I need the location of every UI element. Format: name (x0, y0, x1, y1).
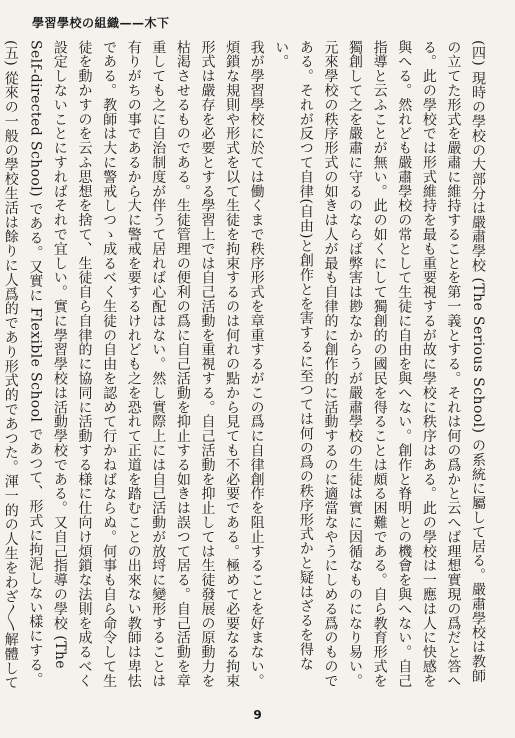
paragraph-4: (四) 現時の學校の大部分は嚴肅學校 (The Serious School) の系統に屬して居る。嚴肅學校は教師の立てた形式を嚴肅に維持することを第一義とする。それは何の爲かと云へば理想實現の爲だと答へる。此の學校では形式維持を最も重要視するが故に學校に秩序はある。此の學校は一應は人に快感を與へる。然れども嚴肅學校の常として生徒に自由を與へない。創作と脊明との機會を與へない。自己指導と云ふことが無い。此の如くにして獨創的の國民を得ることは頗る困難である。自ら教育形式を獨創して之を嚴肅に守るのならば弊害は尠なからうが嚴肅學校の生徒は實に因循なものになり易い。元來學校の秩序形式の如きは人が最も自律的に創作的に活動するのに適當なやうにしめる爲のものである。それが反つて自律(自由)と創作とを害するに至つては何の爲の秩序形式かと疑はざるを得ない。 (273, 40, 486, 688)
vertical-body-text (2, 40, 490, 690)
paragraph-5: (五) 從來の一般の學校生活は餘りに人爲的であり形式的であつた。渾一的の人生をわざ〳〵解體して (2, 40, 19, 690)
running-header: 學習學校の組織——木下 (32, 16, 170, 30)
paragraph-4-continued: 我が學習學校に於ては働くまで秩序形式を章重するがこの爲に自律創作を阻止することを好まない。煩鎖な規則や形式を以て生徒を拘束するのは何れの點から見ても不必要である。極めて必要なる拘束形式は嚴存を必要とする學習上では自己活動を重視する。自己活動を抑止しては生徒發展の原動力を枯渇させるものである。生徒管理の便利の爲に自己活動を抑止する如きは誤つて居る。自己活動を章重しても之に自治制度が伴うて居れば心配はない。然し實際上には自己活動が放埒に變形することは有りがちの事であるから大に警戒を要するけれども之を恐れて正道を踏むことの出來ない教師は卑怯である。教師は大に警戒しつゝ成るべく生徒の自由を認めて行かねばならぬ。何事も自ら命令して生徒を動かすのを云ふ思想を捨て、生徒自ら自律的に協同に活動する様に仕向け煩鎖な法則を成るべく設定しないことにすればそれで宜しい。實に學習學校は活動學校である。又自己指導の學校 (The Self-directed School) である。又實に Flexible School であつて、形式に拘泥しない樣にする。 (27, 40, 265, 688)
page-number: 9 (253, 708, 262, 722)
